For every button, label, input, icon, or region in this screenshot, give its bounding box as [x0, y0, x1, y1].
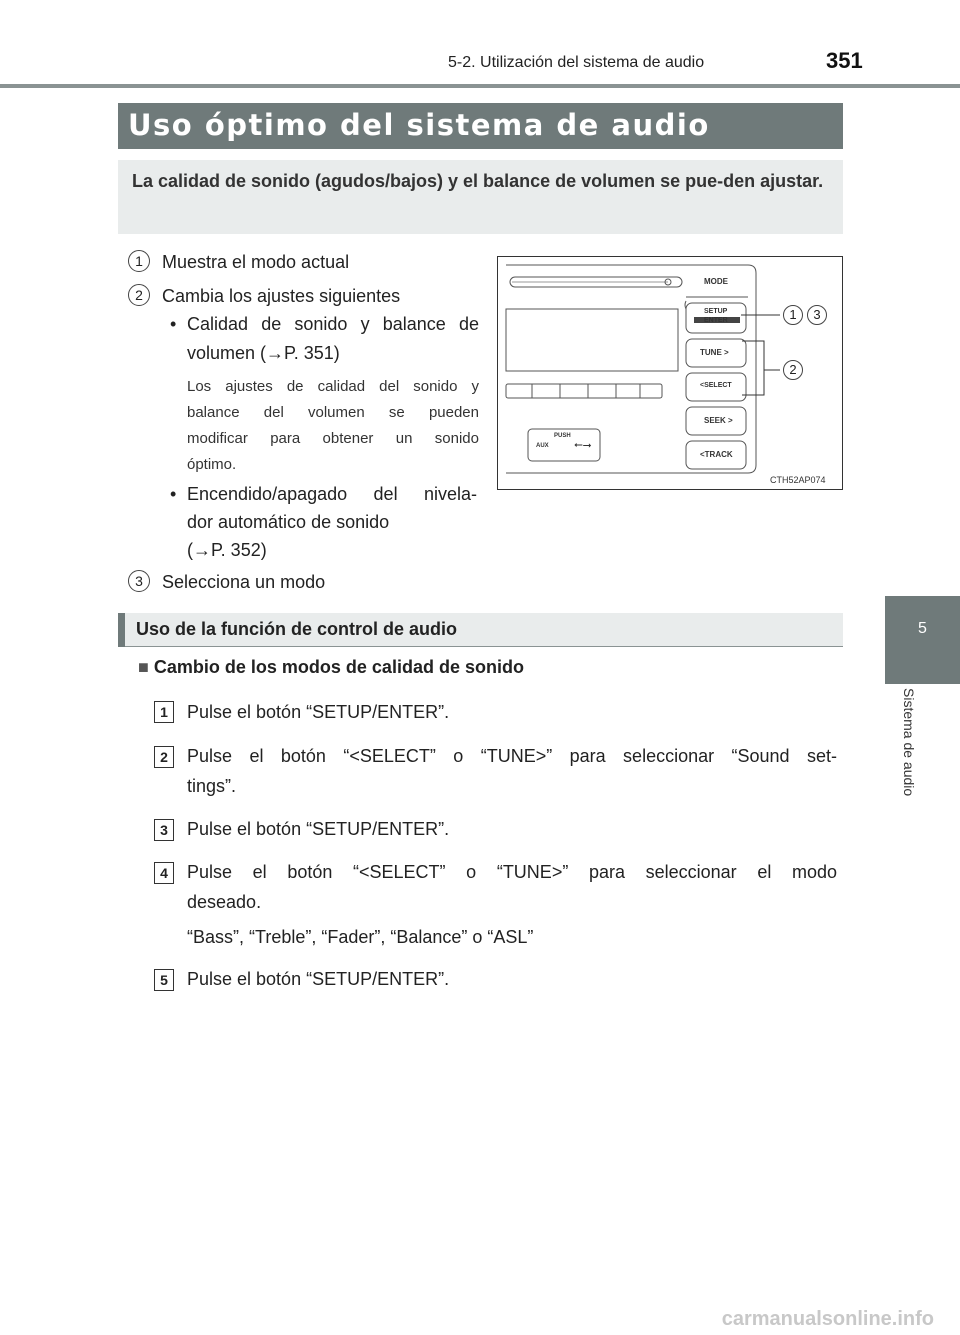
- callout-text-3: Selecciona un modo: [162, 572, 326, 592]
- page-title: Uso óptimo del sistema de audio: [128, 108, 710, 142]
- note-line-4: óptimo.: [187, 456, 237, 473]
- tune-button-label: TUNE >: [700, 348, 729, 357]
- page-number: 351: [826, 48, 863, 73]
- watermark: carmanualsonline.info: [721, 1308, 934, 1330]
- figure-code: CTH52AP074: [770, 475, 826, 485]
- bullet-2-line3: (→P. 352): [187, 540, 267, 560]
- tune-text: TUNE: [700, 348, 722, 357]
- step-text-3: Pulse el botón “SETUP/ENTER”.: [187, 819, 450, 839]
- step-number-3: 3: [154, 819, 174, 841]
- section-heading: Uso de la función de control de audio: [136, 619, 458, 639]
- bullet-mark: •: [170, 484, 177, 504]
- usb-icon: ⭠⭢: [574, 439, 592, 451]
- step-text-5: Pulse el botón “SETUP/ENTER”.: [187, 969, 450, 989]
- step-number-5: 5: [154, 969, 174, 991]
- intro-text: La calidad de sonido (agudos/bajos) y el balance de volumen se pue-den ajustar.: [132, 171, 824, 191]
- track-button-label: <TRACK: [700, 450, 733, 459]
- step-text-2: Pulse el botón “<SELECT” o “TUNE>” para seleccionar “Sound set-: [187, 746, 837, 766]
- step-number-4: 4: [154, 862, 174, 884]
- select-button-label: <SELECT: [700, 382, 732, 389]
- note-line-3: modificar para obtener un sonido: [187, 430, 479, 447]
- chapter-label: [893, 688, 917, 828]
- step-text-1: Pulse el botón “SETUP/ENTER”.: [187, 702, 450, 722]
- section-heading-accent: [118, 613, 125, 647]
- step-number-2: 2: [154, 746, 174, 768]
- callout-number-2: 2: [128, 284, 150, 306]
- bullet-mark: •: [170, 314, 177, 334]
- chapter-number: 5: [918, 620, 927, 637]
- enter-button-label: ENTER: [704, 317, 728, 324]
- subheading: [138, 657, 524, 678]
- note-line-1: Los ajustes de calidad del sonido y: [187, 378, 479, 395]
- step-text-2b: tings”.: [187, 776, 237, 796]
- fig-callout-3: 3: [807, 305, 827, 325]
- track-text: TRACK: [704, 450, 733, 459]
- bullet-1-line1: Calidad de sonido y balance de: [187, 314, 479, 334]
- header-rule: [0, 84, 960, 88]
- seek-text: SEEK: [704, 416, 726, 425]
- setup-button-label: SETUP: [704, 308, 728, 315]
- callout-text-2: Cambia los ajustes siguientes: [162, 286, 401, 306]
- mode-button-label: MODE: [704, 277, 728, 286]
- chapter-label-text: Sistema de audio: [901, 688, 917, 797]
- seek-button-label: SEEK >: [704, 416, 733, 425]
- step-text-4b: deseado.: [187, 892, 262, 912]
- bullet-1-line2: volumen (→P. 351): [187, 343, 340, 363]
- callout-text-1: Muestra el modo actual: [162, 252, 350, 272]
- fig-callout-1: 1: [783, 305, 803, 325]
- step-text-4: Pulse el botón “<SELECT” o “TUNE>” para seleccionar el modo: [187, 862, 837, 882]
- bullet-2-line2: dor automático de sonido: [187, 512, 390, 532]
- fig-callout-2: 2: [783, 360, 803, 380]
- subheading-text: Cambio de los modos de calidad de sonido: [153, 657, 524, 677]
- step-number-1: 1: [154, 701, 174, 723]
- note-line-2: balance del volumen se pueden: [187, 404, 479, 421]
- running-header: 5-2. Utilización del sistema de audio: [448, 54, 705, 71]
- bullet-2-line1: Encendido/apagado del nivela-: [187, 484, 477, 504]
- select-text: SELECT: [704, 382, 732, 389]
- step-text-4c: “Bass”, “Treble”, “Fader”, “Balance” o “ASL”: [187, 927, 534, 947]
- callout-number-3: 3: [128, 570, 150, 592]
- callout-number-1: 1: [128, 250, 150, 272]
- subheading-mark: ■: [138, 657, 149, 677]
- aux-label: AUX: [536, 443, 549, 449]
- push-label: PUSH: [554, 433, 571, 439]
- chapter-tab: [885, 596, 960, 684]
- audio-panel-figure: [497, 256, 843, 490]
